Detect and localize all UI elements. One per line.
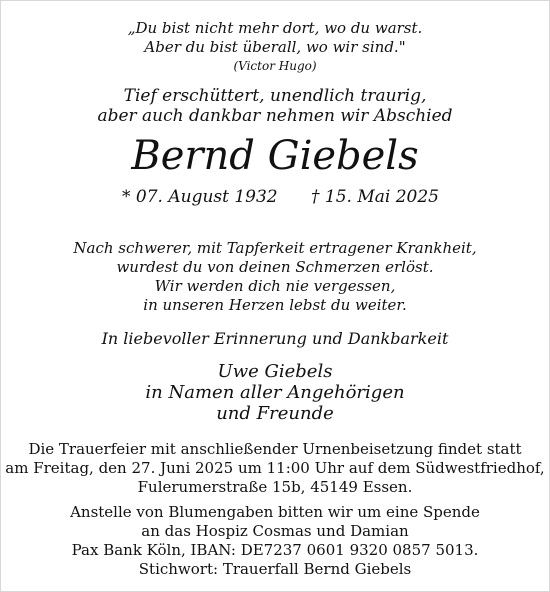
- death-date: † 15. Mai 2025: [311, 187, 439, 207]
- quote-line-2: Aber du bist überall, wo wir sind.": [144, 38, 406, 56]
- verse-line-2: wurdest du von deinen Schmerzen erlöst.: [116, 258, 434, 276]
- quote-author: (Victor Hugo): [233, 59, 317, 73]
- verse-line-4: in unseren Herzen lebst du weiter.: [143, 296, 407, 314]
- donation-line-3: Pax Bank Köln, IBAN: DE7237 0601 9320 0857 5013.: [71, 541, 479, 559]
- intro-line-1: Tief erschüttert, unendlich traurig,: [123, 86, 427, 106]
- family-line-1: Uwe Giebels: [217, 361, 333, 382]
- family-line-2: in Namen aller Angehörigen: [145, 382, 405, 403]
- deceased-name: Bernd Giebels: [131, 133, 419, 179]
- remembrance-line: In liebevoller Erinnerung und Dankbarkeit: [101, 329, 449, 348]
- intro-line-2: aber auch dankbar nehmen wir Abschied: [97, 106, 453, 126]
- verse-line-3: Wir werden dich nie vergessen,: [154, 277, 396, 295]
- funeral-line-1: Die Trauerfeier mit anschließender Urnenbeisetzung findet statt: [28, 440, 522, 458]
- quote-line-1: „Du bist nicht mehr dort, wo du warst.: [127, 19, 423, 37]
- funeral-line-2: am Freitag, den 27. Juni 2025 um 11:00 Uhr auf dem Südwestfriedhof,: [5, 459, 545, 477]
- donation-line-2: an das Hospiz Cosmas und Damian: [141, 522, 409, 540]
- funeral-line-3: Fulerumerstraße 15b, 45149 Essen.: [137, 478, 413, 496]
- donation-line-1: Anstelle von Blumengaben bitten wir um eine Spende: [70, 503, 480, 521]
- donation-line-4: Stichwort: Trauerfall Bernd Giebels: [138, 560, 412, 578]
- birth-date: * 07. August 1932: [122, 187, 278, 207]
- family-line-3: und Freunde: [216, 403, 334, 424]
- verse-line-1: Nach schwerer, mit Tapferkeit ertragener Krankheit,: [73, 239, 477, 257]
